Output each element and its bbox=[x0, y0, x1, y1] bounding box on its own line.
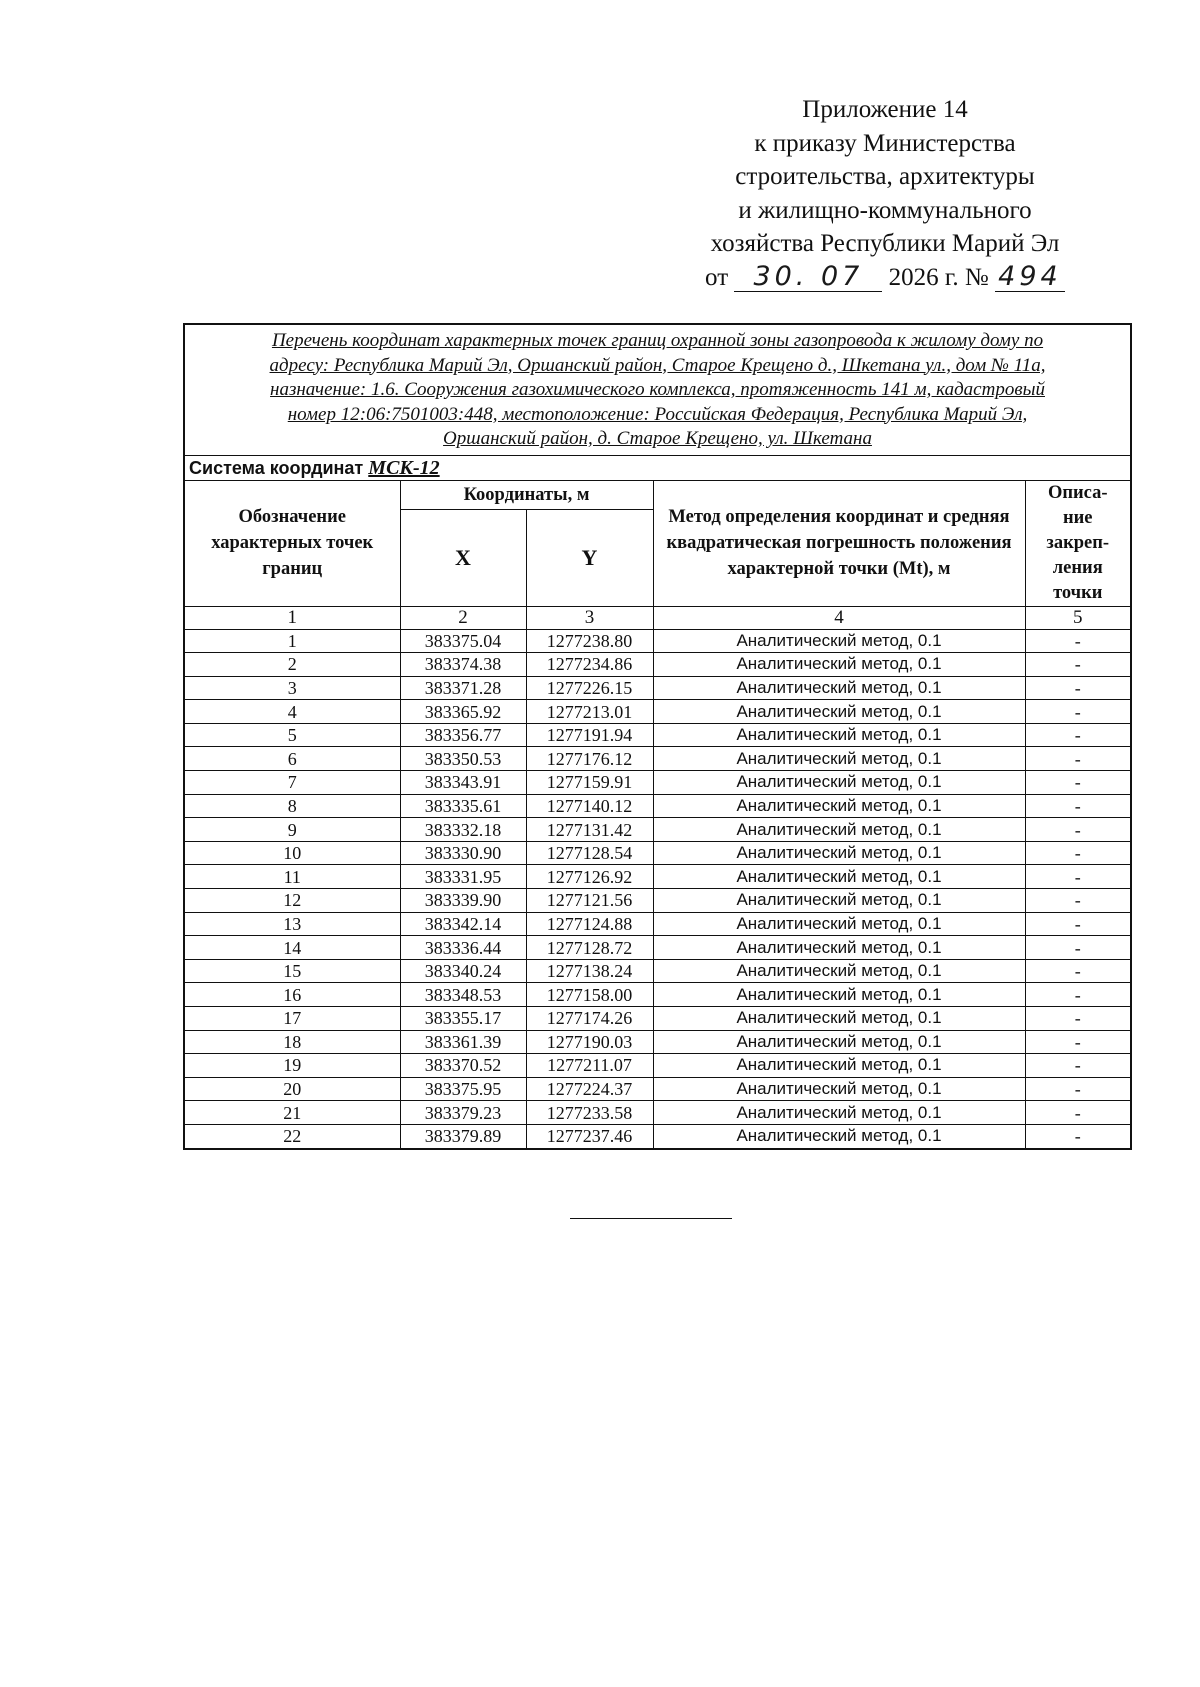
x-coordinate-cell: 383370.52 bbox=[400, 1054, 526, 1078]
x-coordinate-cell: 383379.23 bbox=[400, 1101, 526, 1125]
point-number-cell: 18 bbox=[184, 1030, 400, 1054]
header-line: Приложение 14 bbox=[802, 96, 968, 123]
method-cell: Аналитический метод, 0.1 bbox=[653, 818, 1025, 842]
column-numbers-row bbox=[184, 606, 1131, 629]
point-number-cell: 10 bbox=[184, 841, 400, 865]
y-coordinate-cell: 1277176.12 bbox=[526, 747, 653, 771]
table-row bbox=[184, 700, 1131, 724]
point-number-cell: 17 bbox=[184, 1007, 400, 1031]
column-number: 5 bbox=[1025, 606, 1131, 629]
method-cell: Аналитический метод, 0.1 bbox=[653, 676, 1025, 700]
x-coordinate-cell: 383339.90 bbox=[400, 889, 526, 913]
x-coordinate-cell: 383330.90 bbox=[400, 841, 526, 865]
description-cell: - bbox=[1025, 794, 1131, 818]
method-cell: Аналитический метод, 0.1 bbox=[653, 629, 1025, 653]
y-coordinate-cell: 1277126.92 bbox=[526, 865, 653, 889]
point-number-cell: 5 bbox=[184, 723, 400, 747]
point-number-cell: 21 bbox=[184, 1101, 400, 1125]
description-cell: - bbox=[1025, 1007, 1131, 1031]
end-separator-line bbox=[570, 1218, 732, 1219]
method-cell: Аналитический метод, 0.1 bbox=[653, 1030, 1025, 1054]
description-cell: - bbox=[1025, 1030, 1131, 1054]
coordinate-system-label: Система координат bbox=[189, 457, 364, 478]
method-cell: Аналитический метод, 0.1 bbox=[653, 983, 1025, 1007]
x-coordinate-cell: 383374.38 bbox=[400, 653, 526, 677]
table-row bbox=[184, 1077, 1131, 1101]
table-row bbox=[184, 1054, 1131, 1078]
method-cell: Аналитический метод, 0.1 bbox=[653, 747, 1025, 771]
point-number-cell: 14 bbox=[184, 936, 400, 960]
table-row bbox=[184, 936, 1131, 960]
y-coordinate-cell: 1277128.72 bbox=[526, 936, 653, 960]
title-line: Оршанский район, д. Старое Крещено, ул. Шкетана bbox=[443, 428, 872, 449]
point-number-cell: 9 bbox=[184, 818, 400, 842]
method-cell: Аналитический метод, 0.1 bbox=[653, 1054, 1025, 1078]
column-number: 3 bbox=[526, 606, 653, 629]
col-header-x: X bbox=[400, 509, 526, 606]
y-coordinate-cell: 1277224.37 bbox=[526, 1077, 653, 1101]
coordinate-system-row bbox=[184, 455, 1131, 480]
x-coordinate-cell: 383343.91 bbox=[400, 771, 526, 795]
method-cell: Аналитический метод, 0.1 bbox=[653, 700, 1025, 724]
table-row bbox=[184, 912, 1131, 936]
description-cell: - bbox=[1025, 747, 1131, 771]
point-number-cell: 1 bbox=[184, 629, 400, 653]
header-line: строительства, архитектуры bbox=[735, 163, 1035, 190]
point-number-cell: 7 bbox=[184, 771, 400, 795]
description-cell: - bbox=[1025, 818, 1131, 842]
method-cell: Аналитический метод, 0.1 bbox=[653, 1077, 1025, 1101]
y-coordinate-cell: 1277124.88 bbox=[526, 912, 653, 936]
description-cell: - bbox=[1025, 912, 1131, 936]
header-line: к приказу Министерства bbox=[754, 129, 1016, 157]
coordinates-table-wrapper bbox=[183, 323, 1130, 1150]
table-row bbox=[184, 1124, 1131, 1148]
x-coordinate-cell: 383332.18 bbox=[400, 818, 526, 842]
col-header-coordinates: Координаты, м bbox=[400, 480, 653, 509]
table-row bbox=[184, 771, 1131, 795]
coordinates-table bbox=[183, 323, 1132, 1150]
y-coordinate-cell: 1277138.24 bbox=[526, 959, 653, 983]
table-row bbox=[184, 889, 1131, 913]
method-cell: Аналитический метод, 0.1 bbox=[653, 936, 1025, 960]
document-header bbox=[690, 93, 1080, 294]
point-number-cell: 4 bbox=[184, 700, 400, 724]
description-cell: - bbox=[1025, 1124, 1131, 1148]
y-coordinate-cell: 1277234.86 bbox=[526, 653, 653, 677]
table-body bbox=[184, 629, 1131, 1149]
x-coordinate-cell: 383348.53 bbox=[400, 983, 526, 1007]
table-row bbox=[184, 865, 1131, 889]
point-number-cell: 12 bbox=[184, 889, 400, 913]
method-cell: Аналитический метод, 0.1 bbox=[653, 1124, 1025, 1148]
description-cell: - bbox=[1025, 653, 1131, 677]
method-cell: Аналитический метод, 0.1 bbox=[653, 959, 1025, 983]
point-number-cell: 19 bbox=[184, 1054, 400, 1078]
col-header-y: Y bbox=[526, 509, 653, 606]
method-cell: Аналитический метод, 0.1 bbox=[653, 841, 1025, 865]
column-number: 1 bbox=[184, 606, 400, 629]
point-number-cell: 20 bbox=[184, 1077, 400, 1101]
table-row bbox=[184, 629, 1131, 653]
description-cell: - bbox=[1025, 629, 1131, 653]
x-coordinate-cell: 383342.14 bbox=[400, 912, 526, 936]
table-row bbox=[184, 794, 1131, 818]
column-number: 4 bbox=[653, 606, 1025, 629]
table-row bbox=[184, 1030, 1131, 1054]
x-coordinate-cell: 383361.39 bbox=[400, 1030, 526, 1054]
y-coordinate-cell: 1277191.94 bbox=[526, 723, 653, 747]
x-coordinate-cell: 383355.17 bbox=[400, 1007, 526, 1031]
title-line: номер 12:06:7501003:448, местоположение: Российская Федерация, Республика Марий Эл, bbox=[287, 403, 1028, 425]
column-number: 2 bbox=[400, 606, 526, 629]
x-coordinate-cell: 383356.77 bbox=[400, 723, 526, 747]
title-line: назначение: 1.6. Сооружения газохимического комплекса, протяженность 141 м, кадастровый bbox=[270, 379, 1045, 400]
x-coordinate-cell: 383331.95 bbox=[400, 865, 526, 889]
description-cell: - bbox=[1025, 723, 1131, 747]
point-number-cell: 15 bbox=[184, 959, 400, 983]
coordinate-system-name: МСК-12 bbox=[368, 456, 440, 479]
header-line: и жилищно-коммунального bbox=[738, 196, 1032, 224]
x-coordinate-cell: 383340.24 bbox=[400, 959, 526, 983]
x-coordinate-cell: 383335.61 bbox=[400, 794, 526, 818]
description-cell: - bbox=[1025, 983, 1131, 1007]
y-coordinate-cell: 1277159.91 bbox=[526, 771, 653, 795]
x-coordinate-cell: 383336.44 bbox=[400, 936, 526, 960]
description-cell: - bbox=[1025, 1054, 1131, 1078]
y-coordinate-cell: 1277226.15 bbox=[526, 676, 653, 700]
order-date-line bbox=[690, 261, 1080, 295]
description-cell: - bbox=[1025, 841, 1131, 865]
y-coordinate-cell: 1277131.42 bbox=[526, 818, 653, 842]
date-prefix: от bbox=[705, 263, 729, 291]
description-cell: - bbox=[1025, 936, 1131, 960]
description-cell: - bbox=[1025, 1101, 1131, 1125]
point-number-cell: 11 bbox=[184, 865, 400, 889]
handwritten-order-number: 494 bbox=[995, 263, 1065, 292]
x-coordinate-cell: 383365.92 bbox=[400, 700, 526, 724]
x-coordinate-cell: 383371.28 bbox=[400, 676, 526, 700]
y-coordinate-cell: 1277158.00 bbox=[526, 983, 653, 1007]
method-cell: Аналитический метод, 0.1 bbox=[653, 1007, 1025, 1031]
table-row bbox=[184, 676, 1131, 700]
point-number-cell: 8 bbox=[184, 794, 400, 818]
x-coordinate-cell: 383350.53 bbox=[400, 747, 526, 771]
table-row bbox=[184, 1007, 1131, 1031]
description-cell: - bbox=[1025, 889, 1131, 913]
method-cell: Аналитический метод, 0.1 bbox=[653, 723, 1025, 747]
description-cell: - bbox=[1025, 771, 1131, 795]
y-coordinate-cell: 1277140.12 bbox=[526, 794, 653, 818]
description-cell: - bbox=[1025, 865, 1131, 889]
header-line: хозяйства Республики Марий Эл bbox=[710, 230, 1060, 257]
y-coordinate-cell: 1277211.07 bbox=[526, 1054, 653, 1078]
point-number-cell: 16 bbox=[184, 983, 400, 1007]
y-coordinate-cell: 1277174.26 bbox=[526, 1007, 653, 1031]
table-row bbox=[184, 723, 1131, 747]
table-row bbox=[184, 747, 1131, 771]
y-coordinate-cell: 1277213.01 bbox=[526, 700, 653, 724]
point-number-cell: 2 bbox=[184, 653, 400, 677]
y-coordinate-cell: 1277238.80 bbox=[526, 629, 653, 653]
table-row bbox=[184, 1101, 1131, 1125]
y-coordinate-cell: 1277237.46 bbox=[526, 1124, 653, 1148]
x-coordinate-cell: 383375.04 bbox=[400, 629, 526, 653]
table-row bbox=[184, 653, 1131, 677]
method-cell: Аналитический метод, 0.1 bbox=[653, 794, 1025, 818]
method-cell: Аналитический метод, 0.1 bbox=[653, 771, 1025, 795]
table-row bbox=[184, 983, 1131, 1007]
point-number-cell: 13 bbox=[184, 912, 400, 936]
x-coordinate-cell: 383379.89 bbox=[400, 1124, 526, 1148]
description-cell: - bbox=[1025, 700, 1131, 724]
y-coordinate-cell: 1277233.58 bbox=[526, 1101, 653, 1125]
method-cell: Аналитический метод, 0.1 bbox=[653, 865, 1025, 889]
description-cell: - bbox=[1025, 676, 1131, 700]
title-line: адресу: Республика Марий Эл, Оршанский район, Старое Крещено д., Шкетана ул., дом № 11а, bbox=[269, 354, 1046, 376]
table-row bbox=[184, 841, 1131, 865]
method-cell: Аналитический метод, 0.1 bbox=[653, 1101, 1025, 1125]
y-coordinate-cell: 1277190.03 bbox=[526, 1030, 653, 1054]
table-title bbox=[184, 324, 1131, 455]
col-header-method: Метод определения координат и средняя квадратическая погрешность положения характерной точки (Mt), м bbox=[653, 480, 1025, 606]
year-text: 2026 г. № bbox=[888, 263, 989, 291]
col-header-description: Описа- ние закреп- ления точки bbox=[1025, 480, 1131, 606]
col-header-designation: Обозначение характерных точек границ bbox=[184, 480, 400, 606]
y-coordinate-cell: 1277128.54 bbox=[526, 841, 653, 865]
description-cell: - bbox=[1025, 959, 1131, 983]
x-coordinate-cell: 383375.95 bbox=[400, 1077, 526, 1101]
method-cell: Аналитический метод, 0.1 bbox=[653, 889, 1025, 913]
point-number-cell: 3 bbox=[184, 676, 400, 700]
point-number-cell: 22 bbox=[184, 1124, 400, 1148]
title-line: Перечень координат характерных точек границ охранной зоны газопровода к жилому дому по bbox=[271, 330, 1044, 351]
y-coordinate-cell: 1277121.56 bbox=[526, 889, 653, 913]
table-row bbox=[184, 959, 1131, 983]
method-cell: Аналитический метод, 0.1 bbox=[653, 912, 1025, 936]
description-cell: - bbox=[1025, 1077, 1131, 1101]
method-cell: Аналитический метод, 0.1 bbox=[653, 653, 1025, 677]
point-number-cell: 6 bbox=[184, 747, 400, 771]
handwritten-date: 30. 07 bbox=[734, 263, 882, 292]
table-row bbox=[184, 818, 1131, 842]
